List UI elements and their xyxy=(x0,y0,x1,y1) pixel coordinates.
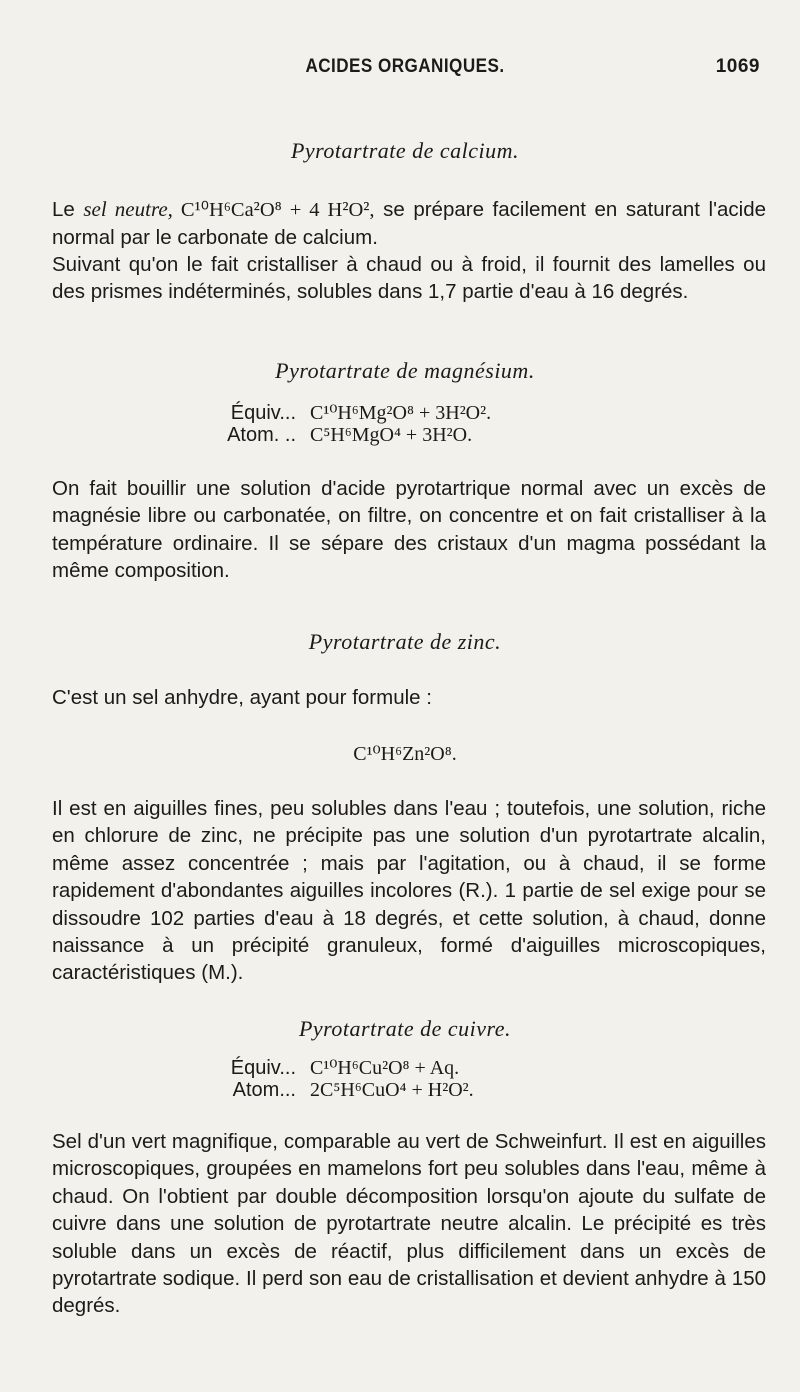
calcium-formula: C¹⁰H⁶Ca²O⁸ + 4 H²O², xyxy=(172,199,375,221)
formula-value: C⁵H⁶MgO⁴ + 3H²O. xyxy=(310,424,473,446)
paragraph-zinc: Il est en aiguilles fines, peu solubles dans l'eau ; toutefois, une solution, riche en chlorure de zinc, ne précipite pas une solution d'un pyrotartrate alcalin, même assez concentrée ; mais par l'agitation, ou à chaud, il se forme rapidement d'abondantes aiguilles incolores (R.). 1 partie de sel exige pour se dissoudre 102 parties d'eau à 18 degrés, et cette solution, à chaud, donne naissance à un précipité granuleux, formé d'aiguilles microscopiques, caractéristiques (M.). xyxy=(52,797,766,985)
formula-label: Atom... xyxy=(232,1079,296,1101)
formula-atom-magnesium xyxy=(200,424,700,447)
paragraph-cuivre: Sel d'un vert magnifique, comparable au vert de Schweinfurt. Il est en aiguilles microscopiques, groupées en mamelons fort peu solubles dans l'eau, même à chaud. On l'obtient par double décomposition lorsqu'on ajoute du sulfate de cuivre dans une solution de pyrotartrate neutre alcalin. Le précipité es très soluble dans un excès de réactif, plus difficilement dans un excès de pyrotartrate sodique. Il perd son eau de cristallisation et devient anhydre à 150 degrés. xyxy=(52,1130,766,1318)
formula-equiv-magnesium xyxy=(200,400,700,425)
formula-equiv-cuivre xyxy=(200,1055,700,1080)
formula-value: 2C⁵H⁶CuO⁴ + H²O². xyxy=(310,1079,474,1101)
section-heading-magnesium: Pyrotartrate de magnésium. xyxy=(275,358,535,383)
paragraph-calcium-1: Le sel neutre, C¹⁰H⁶Ca²O⁸ + 4 H²O², se prépare facilement en saturant l'acide normal par le carbonate de calcium. xyxy=(52,197,766,250)
section-heading-cuivre: Pyrotartrate de cuivre. xyxy=(298,1016,512,1041)
formula-label: Équiv... xyxy=(230,402,296,424)
page-number: 1069 xyxy=(715,56,760,77)
formula-label: Atom. .. xyxy=(227,424,296,446)
paragraph-zinc-intro: C'est un sel anhydre, ayant pour formule : xyxy=(52,686,432,709)
formula-label: Équiv... xyxy=(230,1057,296,1079)
paragraph-calcium-2: Suivant qu'on le fait cristalliser à chaud ou à froid, il fournit des lamelles ou des prismes indéterminés, solubles dans 1,7 partie d'eau à 16 degrés. xyxy=(52,253,766,304)
running-title: ACIDES ORGANIQUES. xyxy=(305,56,505,77)
sel-neutre-term: sel neutre, xyxy=(83,197,173,221)
running-head xyxy=(50,56,760,84)
section-heading-zinc: Pyrotartrate de zinc. xyxy=(308,629,502,654)
formula-value: C¹⁰H⁶Cu²O⁸ + Aq. xyxy=(310,1057,460,1079)
formula-atom-cuivre xyxy=(200,1079,700,1102)
formula-zinc: C¹⁰H⁶Zn²O⁸. xyxy=(353,743,457,765)
paragraph-magnesium: On fait bouillir une solution d'acide pyrotartrique normal avec un excès de magnésie libre ou carbonatée, on filtre, on concentre et on fait cristalliser à la température ordinaire. Il se sépare des cristaux d'un magma possédant la même composition. xyxy=(52,477,766,583)
section-heading-calcium: Pyrotartrate de calcium. xyxy=(290,138,520,163)
formula-value: C¹⁰H⁶Mg²O⁸ + 3H²O². xyxy=(310,402,492,424)
